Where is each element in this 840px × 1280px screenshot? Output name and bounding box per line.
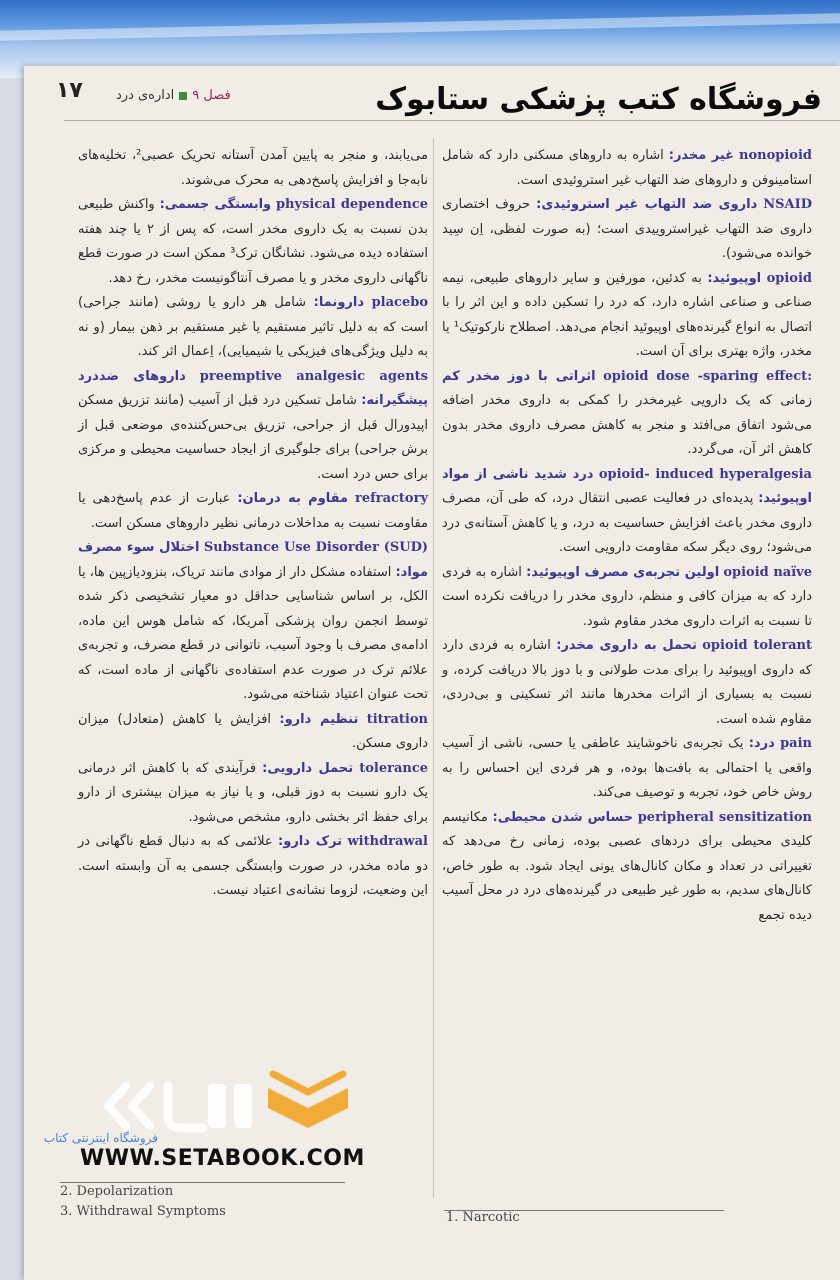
chapter-header [116,88,231,103]
setabook-logo-icon [43,1066,368,1146]
entry-term-fa: مقاوم به درمان: [237,491,349,506]
glossary-entry [78,830,428,904]
entry-term-en: Substance Use Disorder (SUD) [203,540,428,555]
entry-term-en: opioid tolerant [702,638,812,653]
entry-term-en: opioid dose -sparing effect: [603,368,812,384]
entry-term-en: opioid naïve [723,564,812,580]
glossary-entry [442,732,812,806]
glossary-entry [442,561,812,635]
entry-definition: استفاده مشکل دار از موادی مانند تریاک، بنزودیازپین ها، یا الکل، بر اساس شناسایی حداقل دو معیار تشخیصی ذکر شده توسط انجمن روان پزشکی آمریکا، که شامل هوس این ماده، ادامه‌ی مصرف با وجود آسیب، ناتوانی در قطع مصرف، و تجربه‌ی علائم ترک در صورت عدم استفاده‌ی ناگهانی از ماده است، که تحت عنوان اعتیاد شناخته می‌شود. [78,564,428,702]
entry-term-fa: تحمل به داروی مخدر: [556,638,697,653]
entry-definition: زمانی که یک دارویی غیرمخدر را کمکی به داروی مخدر اضافه می‌شود اتفاق می‌افتد و منجر به کاهش مصرف داروی مخدر بدون کاهش اثر آن، می‌گردد. [442,393,812,457]
glossary-entry [442,634,812,732]
glossary-entry [442,365,812,463]
glossary-entry [78,757,428,831]
footnote-right-1: 1. Narcotic [446,1210,520,1225]
entry-term-fa: اختلال سوء مصرف مواد: [78,540,428,580]
entry-term-fa: داروهای ضددرد پیشگیرانه: [78,368,428,408]
entry-definition: می‌یابند، و منجر به پایین آمدن آستانه تحریک عصبی²، تخلیه‌های نابه‌جا و افزایش پاسخ‌دهی به محرک می‌شوند. [78,148,428,188]
right-column [442,144,812,928]
page-number: ۱۷ [56,78,83,103]
entry-term-fa: اولین تجربه‌ی مصرف اوپیوئید: [526,564,720,580]
footnote-divider-left [60,1182,345,1183]
header-divider [64,120,840,121]
footnote-left-2: 3. Withdrawal Symptoms [60,1204,226,1219]
glossary-entry [78,365,428,488]
watermark-url: WWW.SETABOOK.COM [80,1146,365,1171]
glossary-entry [78,536,428,708]
entry-term-en: nonopioid [739,148,812,163]
entry-term-fa: تنظیم دارو: [279,711,359,727]
entry-term-en: physical dependence [275,197,429,212]
glossary-entry [78,487,428,536]
entry-term-en: pain [780,736,812,751]
watermark-brand-text: فروشگاه اینترنتی کتاب [43,1131,158,1145]
entry-term-fa: اوپیوئید: [707,270,762,286]
entry-definition: اشاره به فردی دارد که به میزان کافی و منظم، داروی مخدر را دریافت نکرده است تا نسبت به اثرات داروی مخدر مقاوم شود. [442,564,812,629]
glossary-entry [442,806,812,929]
entry-term-en: opioid [766,270,812,286]
entry-term-fa: ترک دارو: [278,834,343,849]
glossary-entry [442,267,812,365]
entry-definition: فرآیندی که با کاهش اثر درمانی یک دارو نسبت به دوز قبلی، و یا نیاز به میزان بیشتری از دارو برای حفظ اثر بخشی دارو، مشخص می‌شود. [78,760,428,825]
entry-definition: به کدئین، مورفین و سایر داروهای طبیعی، نیمه صناعی و صناعی اشاره دارد، که درد را تسکین داده و این اثر را با اتصال به انواع گیرنده‌های اوپیوئید انجام می‌دهد. اصطلاح نارکوتیک¹ یا مخدر، واژه بهتری برای آن است. [442,270,812,359]
column-divider [433,138,434,1198]
book-page [24,66,840,1280]
entry-definition: پدیده‌ای در فعالیت عصبی انتقال درد، که طی آن، مصرف داروی مخدر باعث افزایش حساسیت به درد، و یا کاهش آستانه‌ی درد می‌شود؛ روی دیگر سکه مقاومت دارویی است. [442,491,812,555]
entry-definition: شامل هر دارو یا روشی (مانند جراحی) است که به دلیل تاثیر مستقیم یا غیر مستقیم بر ذهن بیمار (و نه به دلیل ویژگی‌های فیزیکی یا شیمیایی)، اِعمال اثر کند. [78,295,428,359]
glossary-entry [78,144,428,193]
chapter-number: فصل ۹ [192,88,231,103]
entry-term-fa: غیر مخدر: [668,148,735,163]
entry-term-fa: حساس شدن محیطی: [492,809,634,825]
entry-definition: عبارت از عدم پاسخ‌دهی یا مقاومت نسبت به مداخلات درمانی نظیر داروهای مسکن است. [78,491,428,531]
entry-term-en: tolerance [359,760,428,776]
left-column [78,144,428,904]
entry-definition: حروف اختصاری داروی ضد التهاب غیراستروییدی است؛ (به صورت لفظی، اِن سِید خوانده می‌شود). [442,197,812,261]
entry-definition: واکنش طبیعی بدن نسبت به یک داروی مخدر است، که پس از ۲ یا چند هفته استفاده دیده می‌شود. نشانگان ترک³ ممکن است در صورت قطع ناگهانی داروی مخدر و یا مصرف آنتاگونیست مخدر، رخ دهد. [78,197,429,286]
entry-term-fa: دارونما: [313,295,365,310]
entry-term-fa: داروی ضد التهاب غیر استروئیدی: [536,197,758,212]
entry-term-fa: تحمل دارویی: [262,760,354,776]
entry-term-en: peripheral sensitization [637,809,812,825]
entry-term-fa: اثراتی با دوز مخدر کم [442,368,596,384]
entry-term-fa: وابستگی جسمی: [159,197,272,212]
glossary-entry [442,193,812,267]
entry-term-en: preemptive analgesic agents [199,368,428,384]
entry-term-en: opioid- induced hyperalgesia [598,466,812,482]
entry-term-en: placebo [371,295,428,310]
entry-definition: مکانیسم کلیدی محیطی برای دردهای عصبی بوده، زمانی رخ می‌دهد که تغییراتی در تعداد و مکان کانال‌های یونی ایجاد شود. به طور خاص، کانال‌های سدیم، به طور غیر طبیعی در گیرنده‌های درد در محل آسیب دیده تجمع [442,809,812,923]
entry-term-fa: درد: [748,736,775,751]
entry-definition: اشاره به فردی دارد که داروی اوپیوئید را برای مدت طولانی و با دوز بالا دریافت کرده، و نسبت به بسیاری از اثرات مخدرها مانند اثر تسکینی و بی‌دردی، مقاوم شده است. [442,638,812,727]
store-title: فروشگاه کتب پزشکی ستابوک [375,82,822,117]
glossary-entry [442,144,812,193]
glossary-entry [78,193,428,291]
glossary-entry [78,291,428,365]
entry-definition: اشاره به داروهای مسکنی دارد که شامل استامینوفن و داروهای ضد التهاب غیر استروئیدی است. [442,148,812,188]
entry-term-en: NSAID [763,197,812,212]
entry-definition: یک تجربه‌ی ناخوشایند عاطفی یا حسی، ناشی از آسیب واقعی یا احتمالی به بافت‌ها بوده، و هر فردی این احساس را به روش خاص خود، تجربه و توصیف می‌کند. [442,736,812,800]
entry-term-en: refractory [355,491,429,506]
chapter-title: اداره‌ی درد [116,88,175,103]
entry-term-en: titration [366,711,428,727]
footnote-left-1: 2. Depolarization [60,1184,174,1199]
chapter-square-icon [179,92,187,100]
entry-definition: علائمی که به دنبال قطع ناگهانی در دو ماده مخدر، در صورت وابستگی جسمی به آن وابسته است. این وضعیت، لزوما نشانه‌ی اعتیاد نیست. [78,834,428,898]
entry-definition: افزایش یا کاهش (متعادل) میزان داروی مسکن. [78,711,428,751]
glossary-entry [442,463,812,561]
entry-term-en: withdrawal [347,834,428,849]
entry-definition: شامل تسکین درد قبل از آسیب (مانند تزریق مسکن اپیدورال قبل از جراحی، تزریق بی‌حس‌کننده‌ی موضعی قبل از برش جراحی) برای جلوگیری از ایجاد حساسیت محیطی و مرکزی برای حس درد است. [78,393,428,482]
entry-term-fa: درد شدید ناشی از مواد اوپیوئید: [442,466,812,506]
glossary-entry [78,708,428,757]
